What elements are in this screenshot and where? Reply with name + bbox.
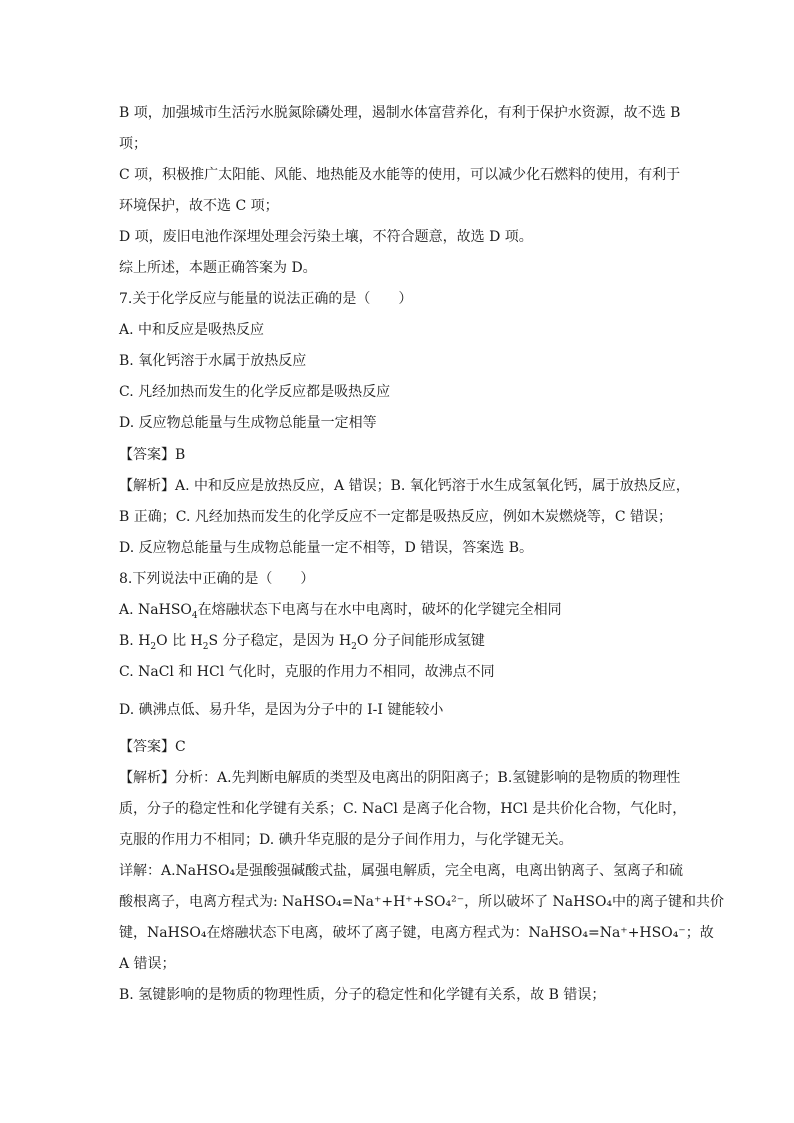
q8-option-b: B. $H_2O$ 比 $H_2S$ 分子稳定，是因为 $H_2O$ 分子间能形成氢键 bbox=[119, 633, 485, 652]
prev-option-d: D 项，废旧电池作深埋处理会污染土壤，不符合题意，故选 D 项。 bbox=[119, 229, 533, 245]
q8-detail-line3: 键，NaHSO₄在熔融状态下电离，破坏了离子键，电离方程式为：NaHSO₄=Na⁺+HSO₄⁻；故 bbox=[119, 925, 714, 941]
q8-analysis-label: 【解析】 bbox=[119, 770, 175, 786]
q7-analysis-label: 【解析】 bbox=[119, 478, 175, 494]
q7-answer-label: 【答案】 bbox=[119, 447, 175, 463]
q7-analysis-line3: D. 反应物总能量与生成物总能量一定不相等，D 错误，答案选 B。 bbox=[119, 540, 534, 556]
q8-answer-label: 【答案】 bbox=[119, 739, 175, 755]
q8-stem: 8.下列说法中正确的是（ ） bbox=[119, 571, 315, 587]
q7-option-b: B. 氧化钙溶于水属于放热反应 bbox=[119, 353, 307, 369]
q8-option-d: D. 碘沸点低、易升华，是因为分子中的 I-I 键能较小 bbox=[119, 702, 444, 718]
prev-option-c-line1: C 项，积极推广太阳能、风能、地热能及水能等的使用，可以减少化石燃料的使用，有利于 bbox=[119, 167, 681, 183]
q8-analysis-line1: 【解析】分析：A.先判断电解质的类型及电离出的阴阳离子；B.氢键影响的是物质的物理性 bbox=[119, 770, 681, 786]
q7-analysis-line2: B 正确；C. 凡经加热而发生的化学反应不一定都是吸热反应，例如木炭燃烧等，C 错误； bbox=[119, 509, 673, 525]
q7-answer-value: B bbox=[175, 447, 186, 463]
q8-option-a: A. NaHSO$_4$在熔融状态下电离与在水中电离时，破坏的化学键完全相同 bbox=[119, 602, 562, 621]
q8-option-c: C. NaCl 和 HCl 气化时，克服的作用力不相同，故沸点不同 bbox=[119, 664, 495, 680]
prev-summary: 综上所述，本题正确答案为 D。 bbox=[119, 260, 317, 276]
prev-option-b-line1: B 项，加强城市生活污水脱氮除磷处理，遏制水体富营养化，有利于保护水资源，故不选 B bbox=[119, 105, 681, 121]
q8-detail-line5: B. 氢键影响的是物质的物理性质，分子的稳定性和化学键有关系，故 B 错误； bbox=[119, 987, 606, 1003]
q8-analysis-line3: 克服的作用力不相同；D. 碘升华克服的是分子间作用力，与化学键无关。 bbox=[119, 832, 573, 848]
q8-analysis-line2: 质，分子的稳定性和化学键有关系；C. NaCl 是离子化合物，HCl 是共价化合物，气化时， bbox=[119, 801, 687, 817]
q7-stem: 7.关于化学反应与能量的说法正确的是（ ） bbox=[119, 291, 413, 307]
q8-detail-line4: A 错误； bbox=[119, 956, 176, 972]
prev-option-b-line2: 项； bbox=[119, 136, 147, 152]
q8-detail-line2: 酸根离子，电离方程式为: NaHSO₄=Na⁺+H⁺+SO₄²⁻，所以破坏了 NaHSO₄中的离子键和共价 bbox=[119, 894, 725, 910]
q8-answer-value: C bbox=[175, 739, 186, 755]
q7-option-a: A. 中和反应是吸热反应 bbox=[119, 322, 265, 338]
prev-option-c-line2: 环境保护，故不选 C 项； bbox=[119, 198, 279, 214]
q7-option-d: D. 反应物总能量与生成物总能量一定相等 bbox=[119, 415, 377, 431]
q8-detail-line1: 详解：A.NaHSO₄是强酸强碱酸式盐，属强电解质，完全电离，电离出钠离子、氢离子和硫 bbox=[119, 863, 684, 879]
q7-answer bbox=[119, 445, 185, 465]
q7-option-c: C. 凡经加热而发生的化学反应都是吸热反应 bbox=[119, 384, 391, 400]
q7-analysis-line1: 【解析】A. 中和反应是放热反应，A 错误；B. 氧化钙溶于水生成氢氧化钙，属于放热反应， bbox=[119, 478, 690, 494]
q8-answer bbox=[119, 737, 186, 757]
